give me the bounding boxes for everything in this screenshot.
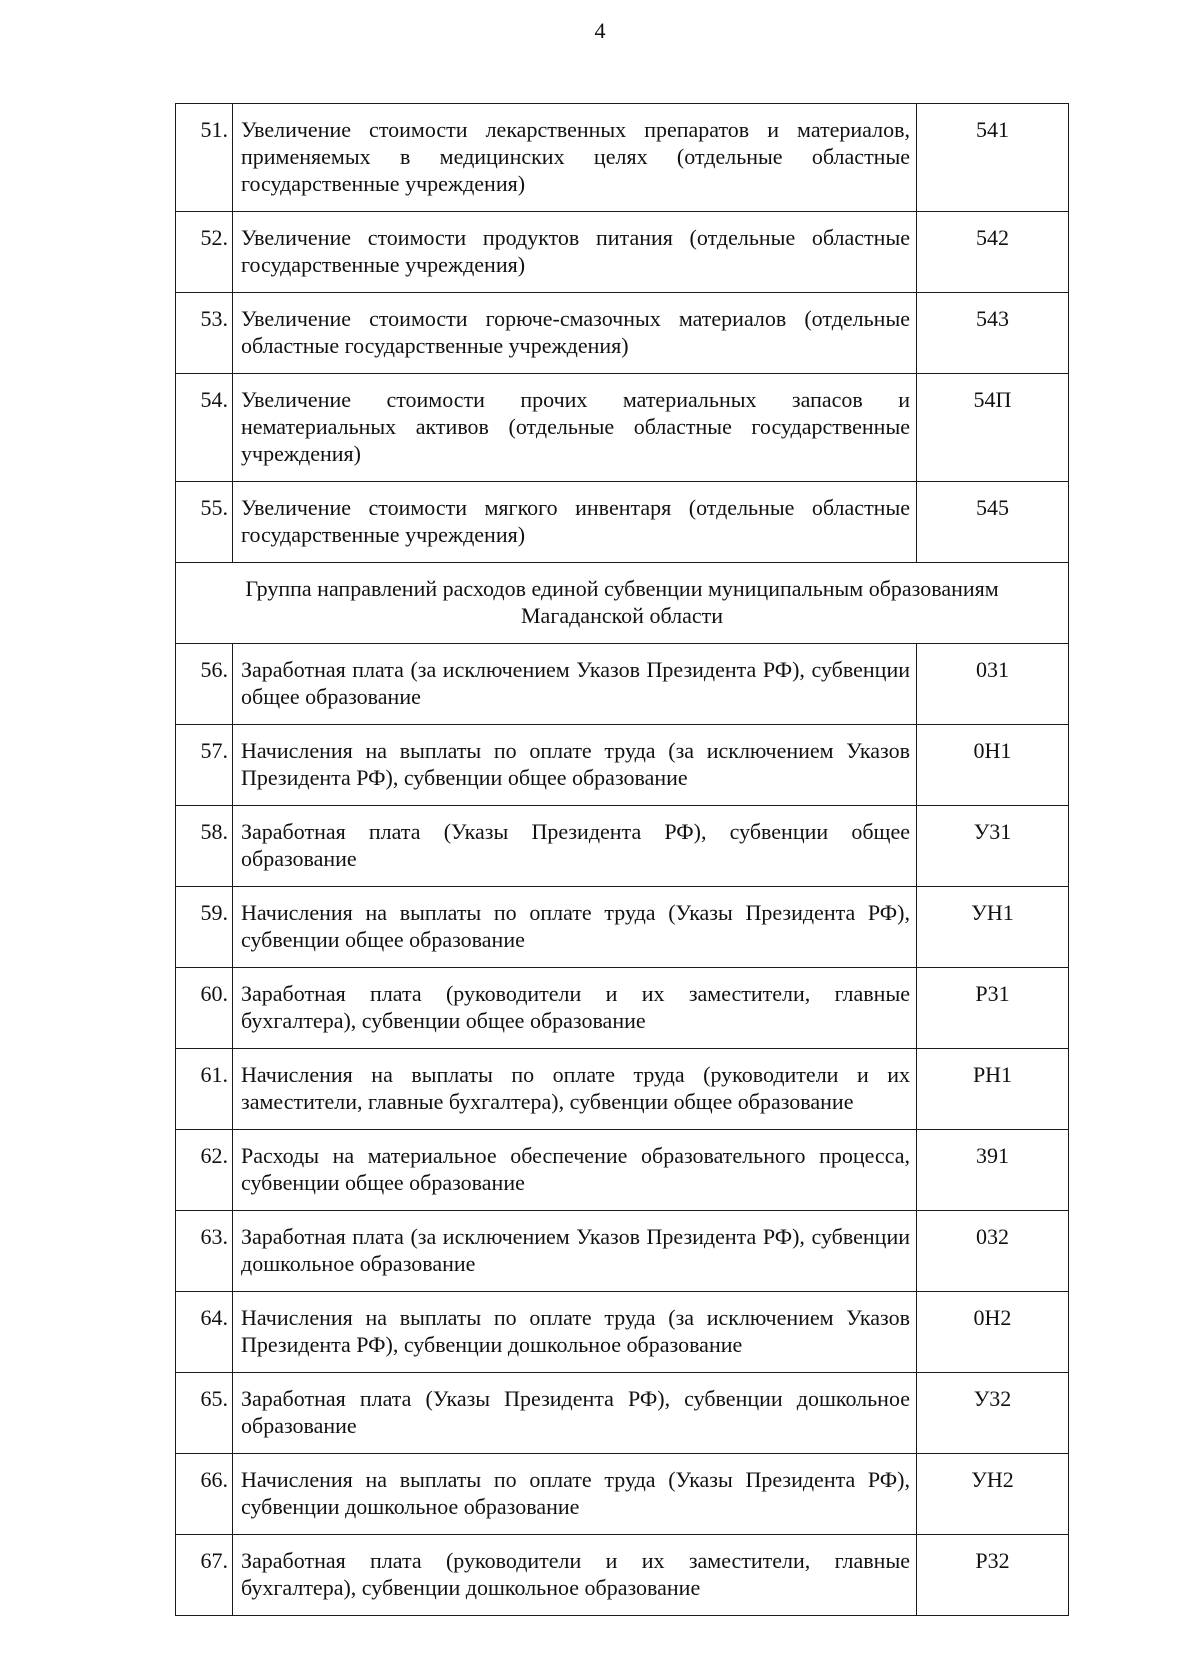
row-description: Расходы на материальное обеспечение образовательного процесса, субвенции общее образование [233,1130,917,1211]
group-header-row [176,563,1069,644]
row-number: 56. [176,644,233,725]
table-row [176,1211,1069,1292]
row-number: 62. [176,1130,233,1211]
row-number: 59. [176,887,233,968]
row-number: 61. [176,1049,233,1130]
table-row [176,1454,1069,1535]
row-number: 63. [176,1211,233,1292]
row-code: 543 [917,293,1069,374]
row-description: Заработная плата (руководители и их заместители, главные бухгалтера), субвенции общее образование [233,968,917,1049]
row-code: 0Н2 [917,1292,1069,1373]
table-row [176,1130,1069,1211]
row-number: 66. [176,1454,233,1535]
table-row [176,725,1069,806]
row-number: 65. [176,1373,233,1454]
row-code: 542 [917,212,1069,293]
row-number: 54. [176,374,233,482]
row-description: Заработная плата (за исключением Указов Президента РФ), субвенции общее образование [233,644,917,725]
row-description: Заработная плата (за исключением Указов Президента РФ), субвенции дошкольное образование [233,1211,917,1292]
table-row [176,806,1069,887]
row-description: Начисления на выплаты по оплате труда (за исключением Указов Президента РФ), субвенции общее образование [233,725,917,806]
row-code: УН2 [917,1454,1069,1535]
table-row [176,1373,1069,1454]
table-row [176,482,1069,563]
row-number: 53. [176,293,233,374]
row-code: Р31 [917,968,1069,1049]
row-number: 67. [176,1535,233,1616]
row-code: Р32 [917,1535,1069,1616]
row-description: Начисления на выплаты по оплате труда (Указы Президента РФ), субвенции общее образование [233,887,917,968]
row-number: 52. [176,212,233,293]
row-description: Увеличение стоимости мягкого инвентаря (отдельные областные государственные учреждения) [233,482,917,563]
row-code: УН1 [917,887,1069,968]
row-number: 60. [176,968,233,1049]
row-number: 58. [176,806,233,887]
table-row [176,968,1069,1049]
table-row [176,293,1069,374]
row-number: 55. [176,482,233,563]
table-row [176,1292,1069,1373]
row-description: Заработная плата (Указы Президента РФ), субвенции дошкольное образование [233,1373,917,1454]
row-code: 031 [917,644,1069,725]
budget-codes-table [175,103,1069,1616]
row-code: 54П [917,374,1069,482]
row-code: 032 [917,1211,1069,1292]
row-number: 64. [176,1292,233,1373]
row-description: Начисления на выплаты по оплате труда (Указы Президента РФ), субвенции дошкольное образование [233,1454,917,1535]
row-description: Начисления на выплаты по оплате труда (за исключением Указов Президента РФ), субвенции дошкольное образование [233,1292,917,1373]
table-row [176,212,1069,293]
row-code: 541 [917,104,1069,212]
table-row [176,887,1069,968]
row-description: Увеличение стоимости прочих материальных запасов и нематериальных активов (отдельные областные государственные учреждения) [233,374,917,482]
row-code: РН1 [917,1049,1069,1130]
page-number: 4 [594,18,606,43]
table-row [176,644,1069,725]
row-number: 57. [176,725,233,806]
row-code: 391 [917,1130,1069,1211]
row-description: Заработная плата (Указы Президента РФ), субвенции общее образование [233,806,917,887]
table-row [176,104,1069,212]
group-header: Группа направлений расходов единой субвенции муниципальным образованиям Магаданской области [176,563,1069,644]
row-description: Увеличение стоимости горюче-смазочных материалов (отдельные областные государственные учреждения) [233,293,917,374]
row-description: Увеличение стоимости продуктов питания (отдельные областные государственные учреждения) [233,212,917,293]
row-description: Заработная плата (руководители и их заместители, главные бухгалтера), субвенции дошкольное образование [233,1535,917,1616]
row-code: У31 [917,806,1069,887]
row-code: 545 [917,482,1069,563]
table-row [176,374,1069,482]
row-code: 0Н1 [917,725,1069,806]
row-code: У32 [917,1373,1069,1454]
table-row [176,1535,1069,1616]
row-description: Увеличение стоимости лекарственных препаратов и материалов, применяемых в медицинских целях (отдельные областные государственные учреждения) [233,104,917,212]
row-number: 51. [176,104,233,212]
row-description: Начисления на выплаты по оплате труда (руководители и их заместители, главные бухгалтера), субвенции общее образование [233,1049,917,1130]
table-row [176,1049,1069,1130]
